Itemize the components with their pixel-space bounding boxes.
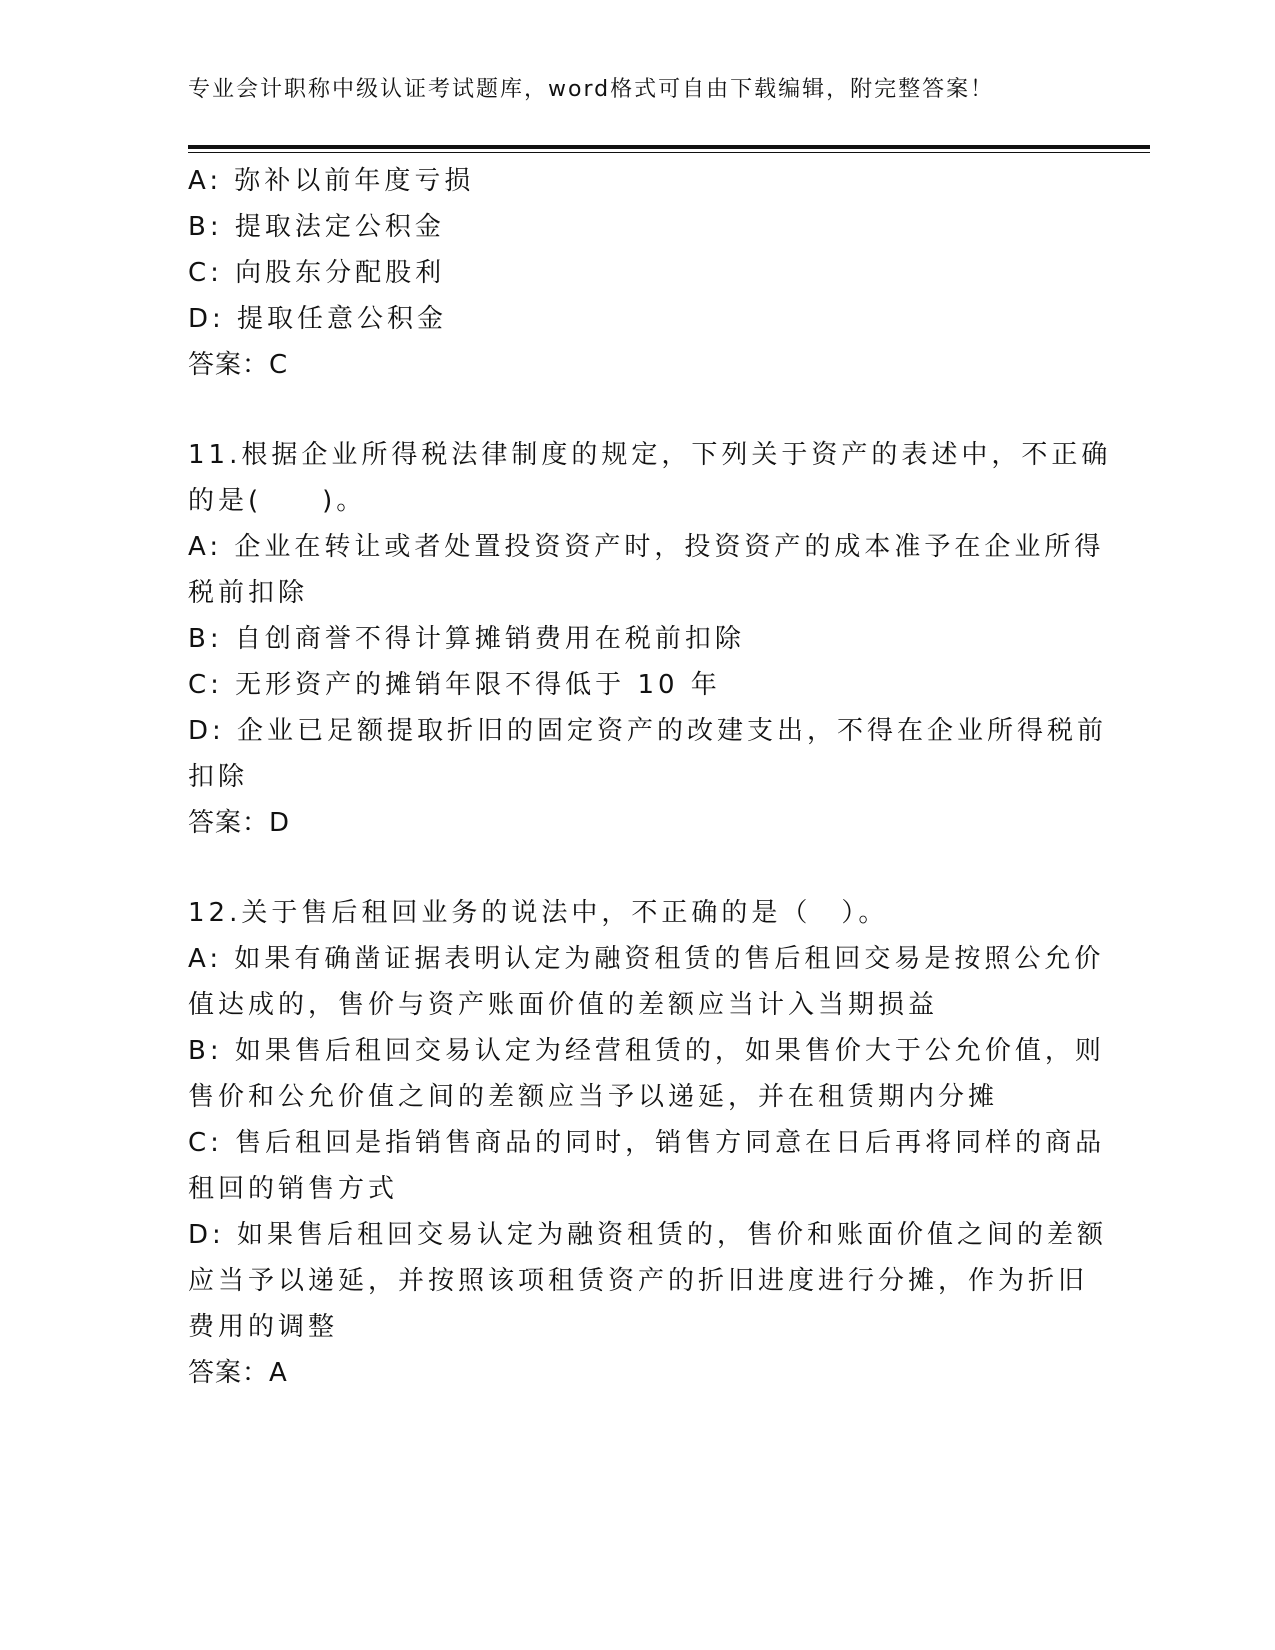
- header-text: 专业会计职称中级认证考试题库，word格式可自由下载编辑，附完整答案！: [188, 77, 995, 102]
- option-b: B: 如果售后租回交易认定为经营租赁的，如果售价大于公允价值，则: [188, 1036, 1105, 1066]
- option-b-continued: 售价和公允价值之间的差额应当予以递延，并在租赁期内分摊: [188, 1082, 999, 1112]
- option-b: B: 自创商誉不得计算摊销费用在税前扣除: [188, 624, 745, 654]
- option-c: C: 售后租回是指销售商品的同时，销售方同意在日后再将同样的商品: [188, 1128, 1106, 1158]
- option-b: B: 提取法定公积金: [188, 212, 445, 242]
- question-12: [188, 890, 1108, 1396]
- answer-line: 答案：D: [188, 808, 291, 838]
- question-11: [188, 432, 1112, 846]
- option-d: D: 提取任意公积金: [188, 304, 448, 334]
- option-d-continued: 扣除: [188, 762, 249, 792]
- option-a-continued: 税前扣除: [188, 578, 309, 608]
- option-c: C: 向股东分配股利: [188, 258, 446, 288]
- option-d-continued: 费用的调整: [188, 1312, 339, 1342]
- answer-line: 答案：A: [188, 1358, 288, 1388]
- document-body: [188, 158, 1112, 1396]
- option-a: A: 企业在转让或者处置投资资产时，投资资产的成本准予在企业所得: [188, 532, 1105, 562]
- option-c-continued: 租回的销售方式: [188, 1174, 399, 1204]
- option-a: A: 弥补以前年度亏损: [188, 166, 475, 196]
- answer-line: 答案：C: [188, 350, 289, 380]
- option-d-continued: 应当予以递延，并按照该项租赁资产的折旧进度进行分摊，作为折旧: [188, 1266, 1089, 1296]
- header-rule-thin: [188, 152, 1150, 153]
- header-rule-thick: [188, 145, 1150, 149]
- option-d: D: 如果售后租回交易认定为融资租赁的，售价和账面价值之间的差额: [188, 1220, 1108, 1250]
- option-c: C: 无形资产的摊销年限不得低于 10 年: [188, 670, 721, 700]
- question-text-line: 11.根据企业所得税法律制度的规定，下列关于资产的表述中，不正确: [188, 440, 1112, 470]
- option-a-continued: 值达成的，售价与资产账面价值的差额应当计入当期损益: [188, 990, 939, 1020]
- option-a: A: 如果有确凿证据表明认定为融资租赁的售后租回交易是按照公允价: [188, 944, 1105, 974]
- option-d: D: 企业已足额提取折旧的固定资产的改建支出，不得在企业所得税前: [188, 716, 1108, 746]
- question-text-line: 的是( )。: [188, 486, 367, 516]
- question-10: [188, 158, 1088, 388]
- question-text-line: 12.关于售后租回业务的说法中，不正确的是（ ）。: [188, 898, 889, 928]
